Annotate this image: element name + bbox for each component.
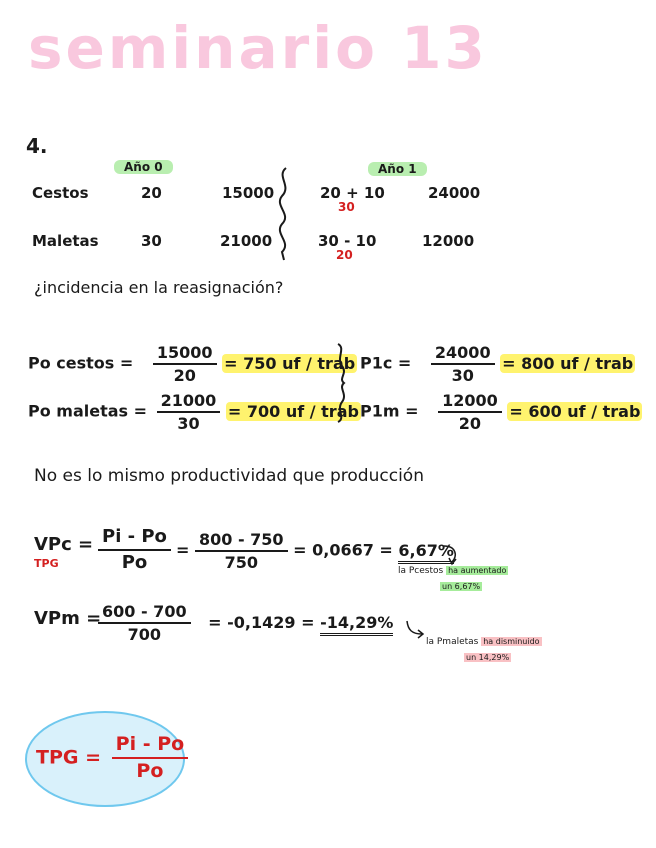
year0-label: Año 0 — [114, 160, 173, 174]
vpm-num: 600 - 700 — [98, 602, 191, 624]
row-maletas-y1-output: 12000 — [422, 232, 475, 250]
tpg-small-label: TPG — [34, 557, 59, 570]
vpm-calc — [98, 602, 393, 644]
year1-header — [368, 162, 427, 176]
year0-header — [114, 160, 173, 174]
curly-divider — [272, 166, 296, 262]
vpm-label: VPm = — [34, 608, 102, 629]
vpm-note-highlight: ha disminuido — [483, 637, 540, 646]
formula-box-label: TPG = — [36, 746, 102, 769]
vpc-note — [398, 563, 508, 595]
vpm-note-line2: un 14,29% — [466, 653, 510, 662]
vpc-note-prefix: la Pcestos — [398, 566, 444, 576]
exercise-number: 4. — [26, 134, 48, 158]
vpm-den: 700 — [127, 625, 161, 645]
vpm-decimal: = -0,1429 = — [208, 612, 315, 632]
page-title: seminario 13 — [28, 14, 488, 82]
formula-box-den: Po — [136, 759, 164, 782]
row-cestos-y1-correction: 30 — [338, 200, 355, 214]
vpc-note-highlight: ha aumentado — [448, 566, 507, 575]
vpc-note-line2: un 6,67% — [442, 582, 481, 591]
vpm-percent: -14,29% — [320, 613, 393, 636]
vpc-num: 800 - 750 — [195, 530, 288, 552]
question-text: ¿incidencia en la reasignación? — [34, 278, 284, 297]
p1-maletas-den: 20 — [458, 414, 482, 434]
p0-cestos-row — [28, 343, 357, 385]
row-cestos-y1-output: 24000 — [428, 184, 481, 202]
formula-box — [36, 733, 188, 783]
p1-cestos-num: 24000 — [431, 343, 495, 365]
row-cestos-name: Cestos — [32, 184, 89, 202]
p1-cestos-result: = 800 uf / trab — [502, 353, 634, 373]
vpc-formula — [98, 526, 171, 573]
growth-formula-den: Po — [121, 551, 148, 573]
p0-maletas-fraction — [157, 391, 221, 433]
row-maletas-y1-workers: 30 - 10 — [318, 232, 377, 250]
p0-maletas-row — [28, 391, 361, 433]
year1-label: Año 1 — [368, 162, 427, 176]
p1-maletas-result: = 600 uf / trab — [509, 401, 641, 421]
row-maletas-y0-output: 21000 — [220, 232, 273, 250]
vpc-den: 750 — [224, 553, 258, 573]
row-cestos-y0-workers: 20 — [141, 184, 162, 202]
vpc-fraction — [195, 530, 288, 572]
p0-cestos-num: 15000 — [153, 343, 217, 365]
vpc-label: VPc = — [34, 534, 94, 555]
p0-cestos-result: = 750 uf / trab — [224, 353, 356, 373]
p0-maletas-den: 30 — [177, 414, 200, 434]
p0-cestos-fraction — [153, 343, 217, 385]
p0-maletas-num: 21000 — [157, 391, 221, 413]
vpm-note-prefix: la Pmaletas — [426, 637, 479, 647]
vpm-fraction — [98, 602, 191, 644]
p1-cestos-den: 30 — [451, 366, 474, 386]
row-cestos-y0-output: 15000 — [222, 184, 275, 202]
statement-text: No es lo mismo productividad que producción — [34, 466, 424, 486]
p0-maletas-result: = 700 uf / trab — [227, 401, 359, 421]
p1-cestos-fraction — [431, 343, 495, 385]
p0-cestos-den: 20 — [173, 366, 196, 386]
row-maletas-y1-correction: 20 — [336, 248, 353, 262]
p1-maletas-fraction — [438, 391, 502, 433]
vpc-decimal: = 0,0667 = — [293, 540, 393, 560]
productivity-brace — [332, 342, 352, 424]
row-maletas-name: Maletas — [32, 232, 99, 250]
p1-maletas-num: 12000 — [438, 391, 502, 413]
p0-cestos-label: Po cestos = — [28, 353, 134, 373]
vpc-calc: = $\frac{800 - 750}{750}$ = 0,0667 = 6,67% — [176, 530, 454, 573]
growth-formula-num: Pi - Po — [98, 526, 171, 551]
p1-cestos-row — [360, 343, 635, 385]
vpc-percent: 6,67% — [398, 541, 454, 564]
p1-maletas-label: P1m = — [360, 401, 419, 421]
formula-box-fraction — [112, 733, 189, 783]
vpm-arrow-icon — [404, 618, 426, 640]
formula-box-num: Pi - Po — [112, 733, 189, 759]
growth-formula-fraction — [98, 526, 171, 573]
vpm-note — [426, 634, 542, 666]
p0-maletas-label: Po maletas = — [28, 401, 148, 421]
p1-maletas-row — [360, 391, 642, 433]
row-cestos-y1-workers: 20 + 10 — [320, 184, 385, 202]
p1-cestos-label: P1c = — [360, 353, 412, 373]
row-maletas-y0-workers: 30 — [141, 232, 162, 250]
